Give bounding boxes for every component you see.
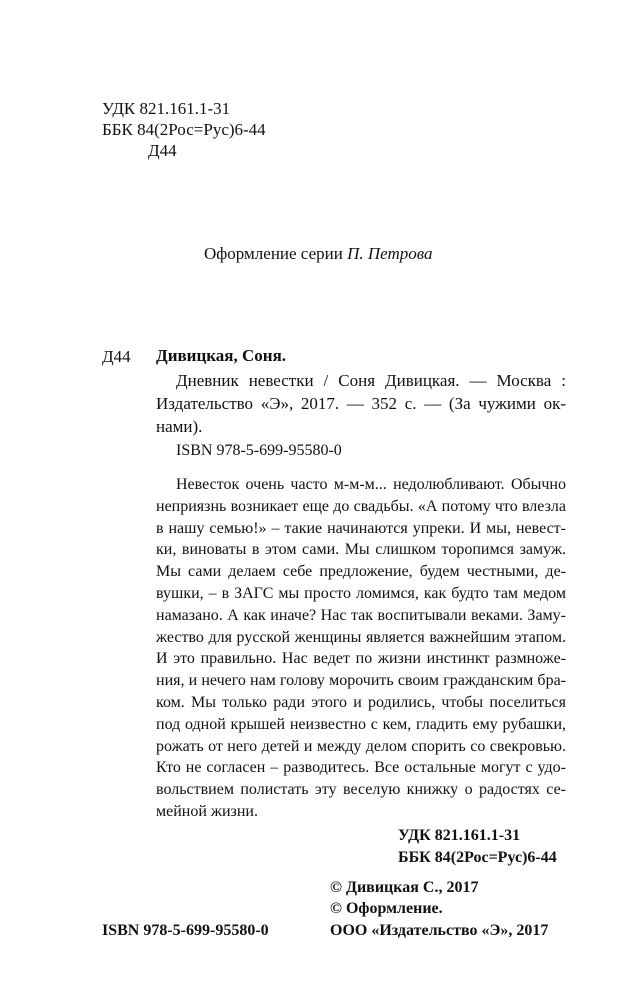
copyright-design: © Оформление. bbox=[330, 900, 443, 917]
annotation-line: под одной крышей неизвестно с кем, гладить ему рубашки, bbox=[156, 715, 566, 733]
catalog-description bbox=[156, 369, 566, 438]
annotation-line: намазано. А как иначе? Нас так воспитывали веками. Заму- bbox=[156, 606, 566, 624]
series-design-label: Оформление серии bbox=[204, 244, 343, 263]
annotation-line: мейной жизни. bbox=[156, 802, 258, 820]
description-line: Дневник невестки / Соня Дивицкая. — Москва : bbox=[176, 371, 566, 390]
series-design-credit bbox=[204, 243, 432, 265]
annotation-line: неприязнь возникает еще до свадьбы. «А потому что влезла bbox=[156, 497, 566, 515]
copyright-author: © Дивицкая С., 2017 bbox=[330, 879, 479, 896]
annotation-line: ки, виноваты в этом сами. Мы слишком торопимся замуж. bbox=[156, 541, 566, 559]
annotation-line: рожать от него детей и между делом спорить со свекровью. bbox=[156, 737, 566, 755]
annotation-line: вольствием полистать эту веселую книжку о радостях се- bbox=[156, 781, 566, 799]
annotation-line: жество для русской женщины является важнейшим этапом. bbox=[156, 628, 566, 646]
annotation-line: ком. Мы только ради этого и родились, чтобы поселиться bbox=[156, 693, 566, 711]
annotation-paragraph bbox=[156, 474, 566, 823]
catalog-mark: Д44 bbox=[102, 347, 131, 366]
copyright-publisher: ООО «Издательство «Э», 2017 bbox=[330, 922, 549, 939]
catalog-heading: Дивицкая, Соня. bbox=[156, 346, 287, 365]
bottom-udk-code: УДК 821.161.1-31 bbox=[398, 827, 521, 844]
description-line: нами). bbox=[156, 417, 203, 436]
annotation-line: Кто не согласен – разводитесь. Все остальные могут с удо- bbox=[156, 759, 566, 777]
series-designer-name: П. Петрова bbox=[347, 244, 433, 263]
description-line: Издательство «Э», 2017. — 352 с. — (За чужими ок- bbox=[156, 394, 566, 413]
annotation-line: в нашу семью!» – такие начинаются упреки. И мы, невест- bbox=[156, 519, 566, 537]
catalog-isbn: ISBN 978-5-699-95580-0 bbox=[176, 442, 342, 459]
bbk-code: ББК 84(2Рос=Рус)6-44 bbox=[102, 120, 266, 139]
annotation-line: Невесток очень часто м-м-м... недолюбливают. Обычно bbox=[176, 476, 566, 493]
annotation-line: ния, и нечего нам голову морочить своим гражданским бра- bbox=[156, 672, 566, 690]
footer-isbn: ISBN 978-5-699-95580-0 bbox=[102, 922, 269, 939]
annotation-line: И это правильно. Нас ведет по жизни инстинкт размноже- bbox=[156, 650, 566, 668]
annotation-line: вушки, – в ЗАГС мы просто ломимся, как будто там медом bbox=[156, 584, 566, 602]
udk-code: УДК 821.161.1-31 bbox=[102, 99, 231, 118]
author-mark: Д44 bbox=[148, 141, 177, 160]
bottom-bbk-code: ББК 84(2Рос=Рус)6-44 bbox=[398, 849, 557, 866]
annotation-line: Мы сами делаем себе предложение, будем честными, де- bbox=[156, 563, 566, 581]
